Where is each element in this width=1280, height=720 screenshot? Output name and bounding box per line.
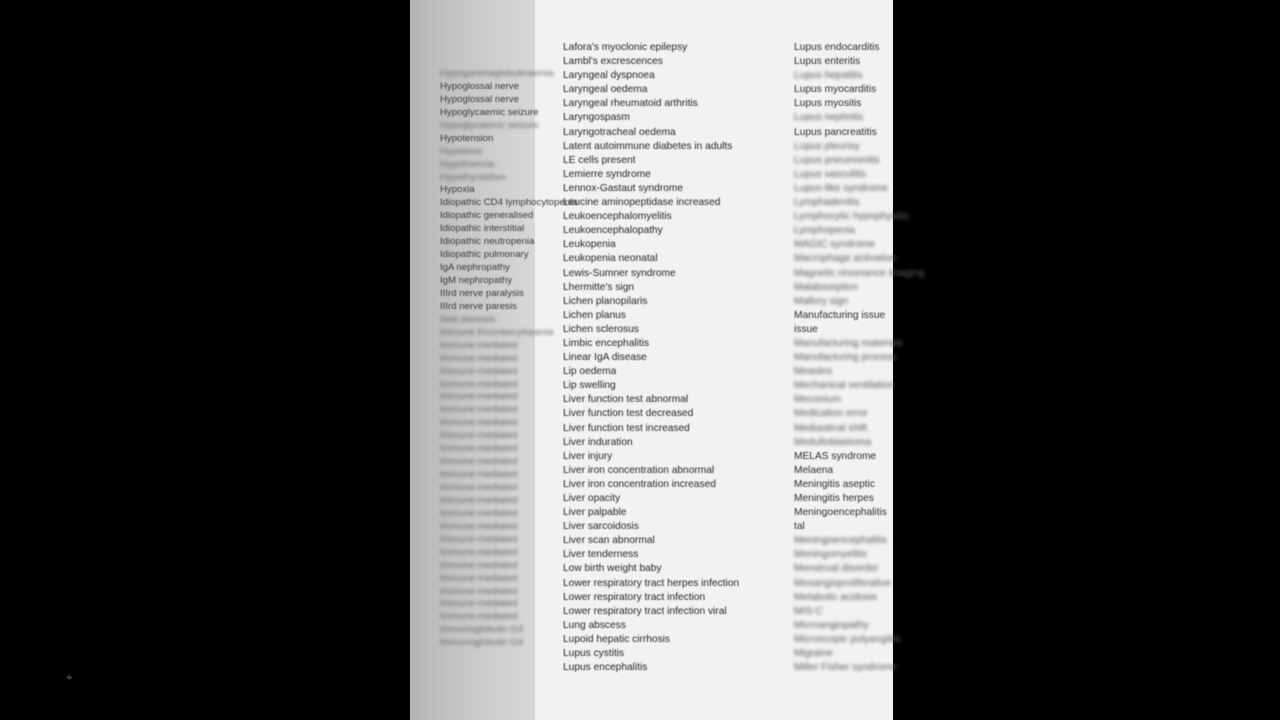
right-term-item: Lupus pneumonitis	[794, 154, 880, 166]
left-term-item: Hypoxia	[440, 184, 475, 196]
main-term-item: Lupoid hepatic cirrhosis	[563, 633, 671, 645]
left-term-item: Immune-mediated	[440, 430, 518, 442]
left-term-item: Hypoglycaemic seizure	[440, 106, 539, 118]
main-term-item: Liver function test abnormal	[563, 394, 689, 406]
right-term-item: Lupus pleurisy	[794, 140, 860, 152]
right-term-item: Meningitis aseptic	[794, 478, 875, 490]
left-term-item: Immune-mediated	[440, 456, 518, 468]
right-term-item: Metabolic acidosis	[794, 591, 878, 603]
left-term-item: Immune-mediated	[440, 494, 518, 506]
right-term-item: Meningitis herpes	[794, 493, 874, 504]
main-term-item: Lemierre syndrome	[563, 168, 651, 180]
right-term-item: Manufacturing issue	[794, 309, 886, 321]
main-term-item: Lupus cystitis	[563, 648, 625, 660]
main-term-item: Laryngotracheal oedema	[563, 126, 676, 138]
left-term-list	[440, 68, 578, 650]
left-term-item: Immune-mediated	[440, 443, 518, 455]
main-term-item: Liver iron concentration abnormal	[563, 464, 715, 476]
left-term-item: Hypoglycaemic seizure	[440, 119, 539, 131]
main-term-item: Liver palpable	[563, 507, 627, 519]
main-term-item: Liver opacity	[563, 493, 621, 504]
left-term-item: Immune-mediated	[440, 520, 518, 532]
left-term-item: Immune-mediated	[440, 417, 518, 429]
left-term-item: Immune-mediated	[440, 572, 518, 584]
right-term-item: Miller Fisher syndrome	[794, 662, 898, 674]
left-term-item: Idiopathic generalised	[440, 210, 534, 222]
left-term-item: Immune-mediated	[440, 507, 518, 519]
main-term-item: Liver scan abnormal	[563, 535, 655, 547]
main-term-item: Lip oedema	[563, 366, 617, 378]
main-term-item: Leukoencephalopathy	[563, 225, 663, 237]
right-term-list	[794, 41, 924, 675]
left-term-item: Immune-mediated	[440, 546, 518, 558]
main-term-item: Liver sarcoidosis	[563, 521, 639, 533]
main-term-item: Leukopenia	[563, 239, 616, 251]
right-term-item: Medulloblastoma	[794, 436, 872, 448]
main-term-item: Linear IgA disease	[563, 352, 647, 364]
left-term-item: Immune-mediated	[440, 365, 518, 377]
right-term-item: Lupus hepatitis	[794, 70, 863, 82]
right-term-item: Lupus nephritis	[794, 112, 864, 124]
main-term-item: Lung abscess	[563, 619, 626, 631]
right-term-item: Lymphadenitis	[794, 197, 860, 209]
main-term-item: Leukoencephalomyelitis	[563, 211, 672, 223]
main-term-item: Lichen sclerosus	[563, 323, 639, 335]
left-term-item: Immune-mediated	[440, 339, 518, 351]
left-term-item: Immune-mediated	[440, 533, 518, 545]
right-term-item: Meconium	[794, 394, 841, 406]
pointer-icon: ⌖	[66, 672, 73, 684]
left-term-item: Hypoglossal nerve	[440, 93, 519, 105]
left-term-item: Immune-mediated	[440, 559, 518, 571]
left-term-item: Hypothyroidism	[440, 171, 507, 183]
main-term-item: Liver function test increased	[563, 422, 690, 434]
main-term-item: Laryngeal oedema	[563, 84, 648, 96]
left-term-item: Hypogammaglobulinaemia	[440, 68, 554, 79]
right-term-item: Mesangioproliferative	[794, 577, 891, 589]
left-page-fold	[410, 0, 578, 720]
right-term-item: Lupus myositis	[794, 98, 862, 110]
right-term-item: Lupus endocarditis	[794, 42, 880, 53]
left-term-item: Idiopathic interstitial	[440, 223, 525, 235]
main-term-item: Lichen planus	[563, 309, 626, 321]
main-term-item: Low birth weight baby	[563, 563, 662, 575]
right-term-item: Lymphopenia	[794, 225, 855, 237]
right-term-item: Lupus vasculitis	[794, 168, 866, 180]
left-term-item: Immune-mediated	[440, 352, 518, 364]
right-term-item: Medication error	[794, 408, 868, 420]
right-term-item: Lupus enteritis	[794, 56, 861, 68]
main-term-item: Leucine aminopeptidase increased	[563, 197, 721, 209]
right-term-item: Malabsorption	[794, 281, 858, 293]
right-term-item: tal	[794, 521, 805, 533]
right-term-item: Microscopic polyangiitis	[794, 633, 902, 645]
right-term-item: Magnetic resonance imaging	[794, 267, 925, 279]
right-term-item: Meningomyelitis	[794, 549, 868, 561]
left-term-item: Immune thrombocytopenia	[440, 326, 554, 338]
right-term-item: MIS-C	[794, 605, 823, 617]
left-term-item: IgM nephropathy	[440, 275, 512, 286]
main-term-item: Lambl's excrescences	[563, 56, 663, 68]
main-term-item: Laryngospasm	[563, 112, 630, 124]
left-term-item: Immune-mediated	[440, 469, 518, 481]
left-term-item: Immunoglobulin G4	[440, 624, 524, 636]
right-term-item: Meningoencephalitis	[794, 507, 887, 519]
left-term-item: IIIrd nerve paresis	[440, 300, 517, 312]
main-term-item: Laryngeal rheumatoid arthritis	[563, 98, 698, 110]
left-term-item: Hypotonic	[440, 145, 483, 157]
main-term-item: Leukopenia neonatal	[563, 253, 658, 265]
right-term-item: Microangiopathy	[794, 619, 869, 631]
main-term-item: Lafora's myoclonic epilepsy	[563, 42, 688, 53]
main-term-item: Lhermitte's sign	[563, 281, 635, 293]
right-term-item: Migraine	[794, 648, 834, 660]
main-term-item: Liver tenderness	[563, 549, 639, 561]
right-term-item: Lupus myocarditis	[794, 84, 877, 96]
right-term-item: Melaena	[794, 464, 834, 476]
right-term-item: MAGIC syndrome	[794, 239, 875, 251]
left-term-item: Immune-mediated	[440, 585, 518, 597]
right-term-item: Mechanical ventilation	[794, 380, 895, 392]
main-term-item: Lip swelling	[563, 380, 616, 392]
right-term-item: Measles	[794, 366, 832, 378]
main-term-item: Latent autoimmune diabetes in adults	[563, 140, 733, 152]
left-term-item: Idiopathic CD4 lymphocytopenia	[440, 197, 578, 209]
left-term-item: Idiopathic neutropenia	[440, 236, 535, 248]
left-term-item: Immune-mediated	[440, 598, 518, 610]
main-term-item: Limbic encephalitis	[563, 337, 650, 349]
left-term-item: Immune-mediated	[440, 404, 518, 416]
left-term-item: Immunoglobulin G4	[440, 637, 524, 649]
right-term-item: issue	[794, 323, 818, 335]
left-term-item: Immune-mediated	[440, 611, 518, 623]
left-term-item: IgA nephropathy	[440, 262, 510, 274]
right-term-item: Lupus pancreatitis	[794, 126, 877, 138]
left-term-item: Hypoglossal nerve	[440, 80, 519, 92]
left-term-item: Idiopathic pulmonary	[440, 249, 529, 261]
left-term-item: Hypotension	[440, 132, 494, 144]
main-term-item: Liver function test decreased	[563, 408, 694, 420]
right-term-item: Manufacturing process	[794, 352, 898, 364]
main-term-item: Liver iron concentration increased	[563, 478, 716, 490]
main-term-item: LE cells present	[563, 154, 636, 166]
left-term-item: Immune-mediated	[440, 391, 518, 403]
document-page	[410, 0, 925, 720]
right-term-item: Mallory sign	[794, 295, 849, 307]
main-term-item: Laryngeal dyspnoea	[563, 70, 655, 82]
main-term-item: Lower respiratory tract herpes infection	[563, 577, 740, 589]
left-term-item: IIIrd nerve paralysis	[440, 287, 524, 299]
right-term-item: MELAS syndrome	[794, 450, 877, 462]
left-term-item: Hypothermia	[440, 158, 495, 170]
main-term-item: Liver injury	[563, 450, 613, 462]
main-term-item: Lower respiratory tract infection viral	[563, 605, 727, 617]
main-term-item: Liver induration	[563, 436, 633, 448]
main-term-item: Lower respiratory tract infection	[563, 591, 706, 603]
right-term-item: Macrophage activation	[794, 253, 897, 265]
right-term-item: Lupus-like syndrome	[794, 182, 888, 194]
main-term-item: Lennox-Gastaut syndrome	[563, 182, 684, 194]
left-term-item: Ileal stenosis	[440, 313, 496, 325]
main-term-item: Lichen planopilaris	[563, 295, 648, 307]
right-term-item: Manufacturing materials	[794, 337, 903, 349]
right-term-item: Mediastinal shift	[794, 422, 868, 434]
left-term-item: Immune-mediated	[440, 482, 518, 493]
right-term-item: Lymphocytic hypophysitis	[794, 211, 910, 223]
right-term-item: Menstrual disorder	[794, 563, 879, 575]
right-term-item: Meningoencephalitis	[794, 535, 887, 547]
main-term-item: Lewis-Sumner syndrome	[563, 267, 676, 279]
main-term-item: Lupus encephalitis	[563, 662, 648, 674]
main-term-list	[563, 41, 739, 675]
left-term-item: Immune-mediated	[440, 378, 518, 390]
